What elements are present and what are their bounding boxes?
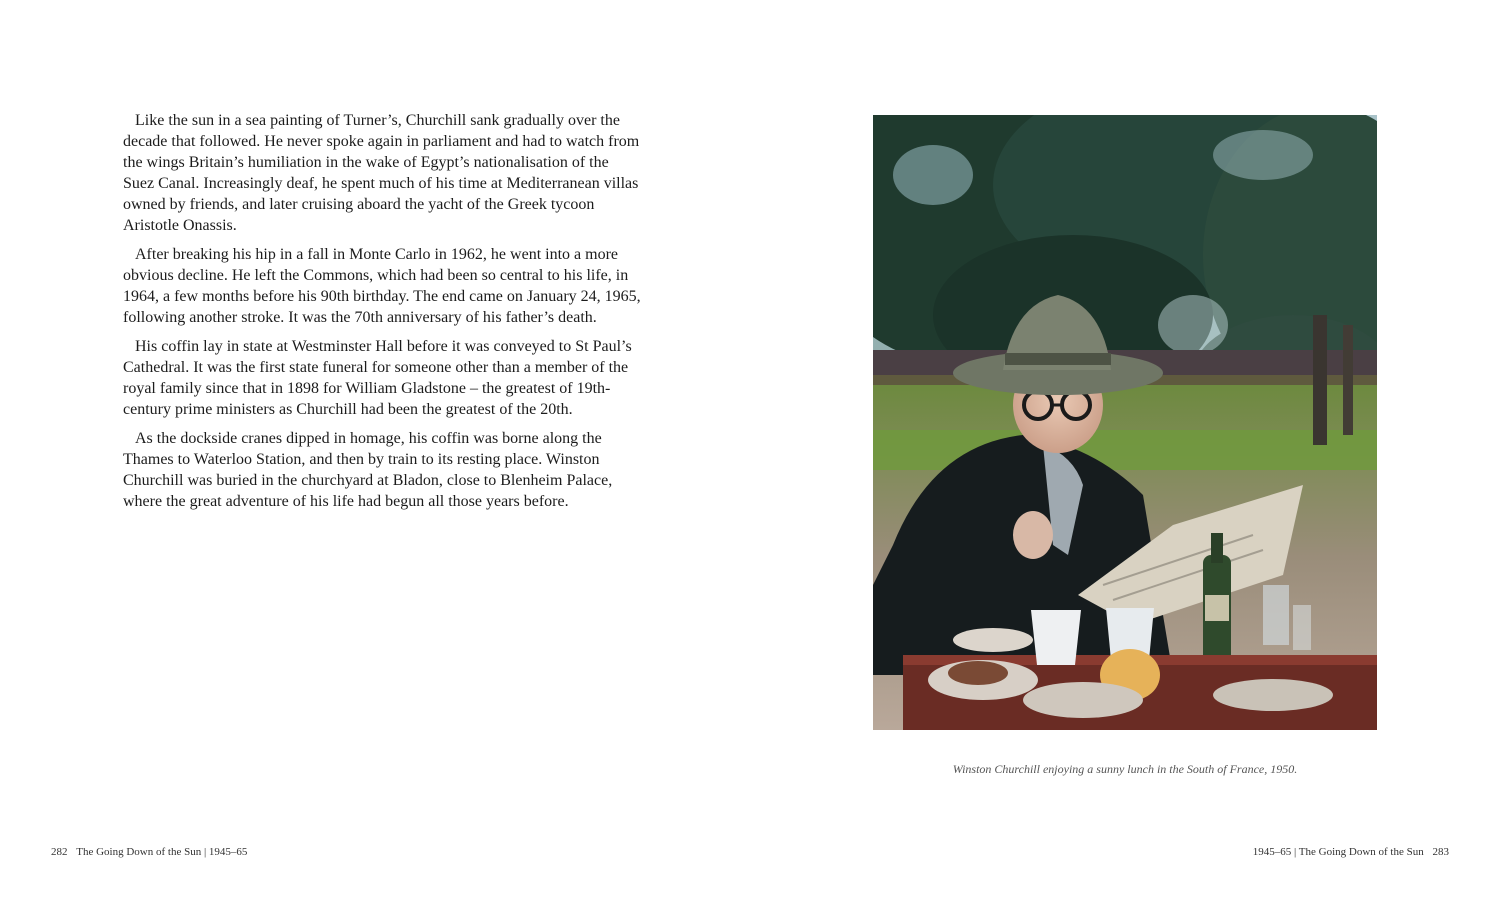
photo-illustration [873, 115, 1377, 730]
running-head-left: The Going Down of the Sun | 1945–65 [76, 846, 248, 858]
paragraph-1: Like the sun in a sea painting of Turner’s, Churchill sank gradually over the decade that followed. He never spoke again in parliament and had to watch from the wings Britain’s humiliation in the wake of Egypt’s nationalisation of the Suez Canal. Increasingly deaf, he spent much of his time at Mediterranean villas owned by friends, and later cruising aboard the yacht of the Greek tycoon Aristotle Onassis. [123, 112, 640, 234]
photo-caption: Winston Churchill enjoying a sunny lunch in the South of France, 1950. [952, 762, 1298, 776]
paragraph-4: As the dockside cranes dipped in homage, his coffin was borne along the Thames to Waterloo Station, and then by train to its resting place. Winston Churchill was buried in the churchyard at Bladon, close to Blenheim Palace, where the great adventure of his life had begun all those years before. [123, 430, 613, 510]
page-number-right: 283 [1432, 846, 1449, 858]
right-page [750, 0, 1500, 913]
paragraph-3: His coffin lay in state at Westminster Hall before it was conveyed to St Paul’s Cathedral. It was the first state funeral for someone other than a member of the royal family since that in 1898 for William Gladstone – the greatest of 19th-century prime ministers as Churchill had been the greatest of the 20th. [123, 338, 632, 418]
paragraph-2: After breaking his hip in a fall in Monte Carlo in 1962, he went into a more obvious decline. He left the Commons, which had been so central to his life, in 1964, a few months before his 90th birthday. The end came on January 24, 1965, following another stroke. It was the 70th anniversary of his father’s death. [123, 246, 641, 326]
body-text [123, 110, 643, 520]
churchill-lunch-photo [873, 115, 1377, 730]
running-head-right: 1945–65 | The Going Down of the Sun [1252, 846, 1424, 858]
page-number-left: 282 [51, 846, 68, 858]
left-footer [51, 846, 253, 858]
right-footer [1247, 846, 1449, 858]
